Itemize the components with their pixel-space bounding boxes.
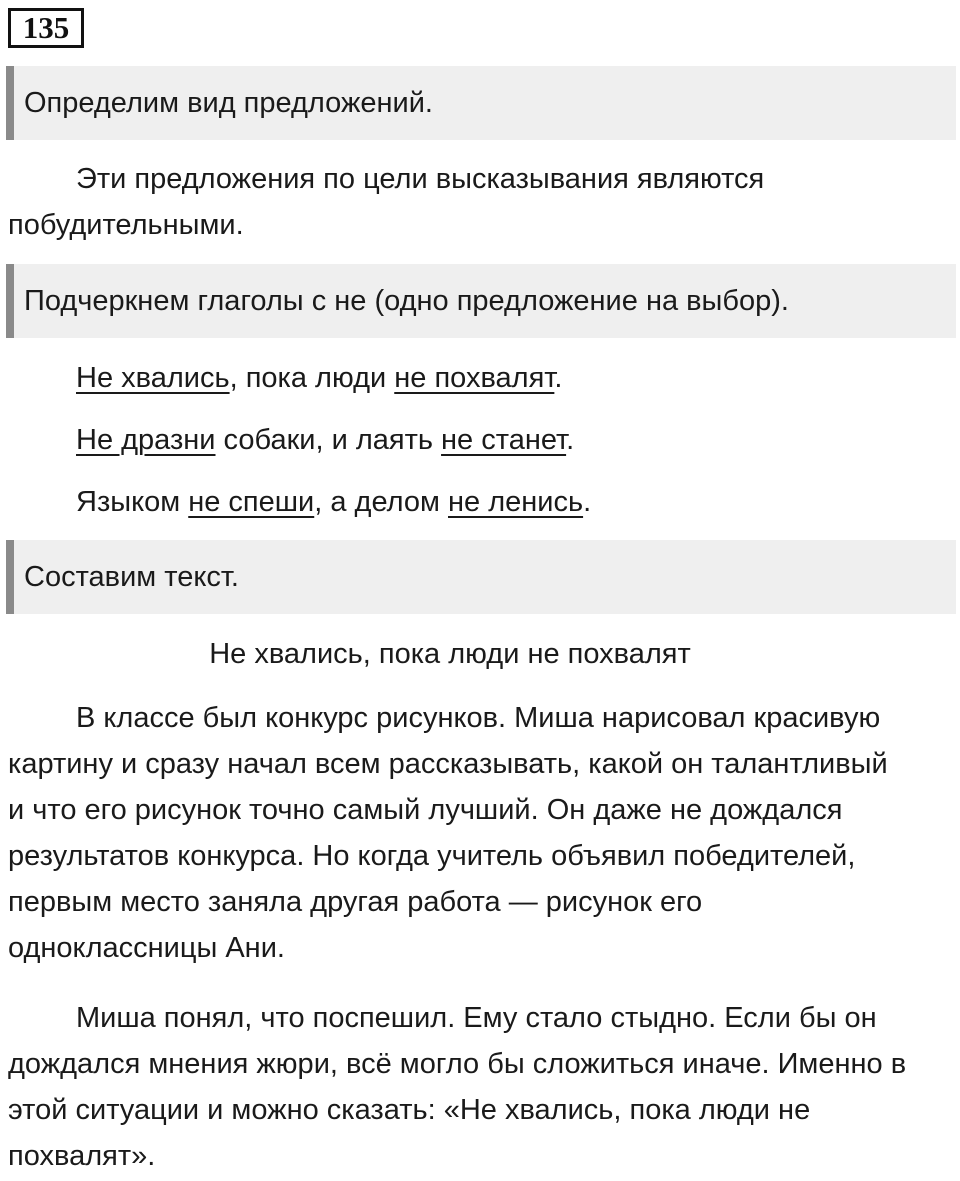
proverb-text: Языком bbox=[76, 486, 189, 518]
sentence-type-answer: Эти предложения по цели высказывания являются побудительными. bbox=[8, 163, 765, 241]
section-header-compose-text bbox=[6, 540, 956, 614]
task-number: 135 bbox=[8, 8, 84, 48]
underlined-verb: Не дразни bbox=[76, 424, 216, 456]
section-header-sentence-type bbox=[6, 66, 956, 140]
proverb-text: . bbox=[554, 362, 563, 394]
story-paragraph-1: В классе был конкурс рисунков. Миша нарисовал красивую картину и сразу начал всем рассказывать, какой он талантливый и что его рисунок точно самый лучший. Он даже не дождался результатов конкурса. Но когда учитель объявил победителей, первым место заняла другая работа — рисунок его одноклассницы Ани. bbox=[8, 702, 888, 964]
underlined-verb: не спеши bbox=[188, 486, 315, 518]
story-title: Не хвались, пока люди не похвалят bbox=[209, 638, 691, 670]
section-header-label: Подчеркнем глаголы с не (одно предложение на выбор). bbox=[24, 284, 789, 317]
proverb-text: , пока люди bbox=[229, 362, 395, 394]
section-header-label: Определим вид предложений. bbox=[24, 86, 433, 119]
underlined-verb: не похвалят bbox=[394, 362, 555, 394]
story-paragraph-2: Миша понял, что поспешил. Ему стало стыдно. Если бы он дождался мнения жюри, всё могло бы сложиться иначе. Именно в этой ситуации и можно сказать: «Не хвались, пока люди не похвалят». bbox=[8, 1002, 907, 1172]
section-header-underline-verbs bbox=[6, 264, 956, 338]
section-header-label: Составим текст. bbox=[24, 560, 239, 593]
proverb-text: . bbox=[566, 424, 575, 456]
underlined-verb: не ленись bbox=[448, 486, 584, 518]
underlined-verb: Не хвались bbox=[76, 362, 230, 394]
proverb-text: . bbox=[583, 486, 592, 518]
proverb-text: , а делом bbox=[314, 486, 448, 518]
proverb-2 bbox=[76, 420, 574, 460]
proverb-3 bbox=[76, 482, 591, 522]
proverb-1 bbox=[76, 358, 562, 398]
underlined-verb: не станет bbox=[441, 424, 567, 456]
proverb-text: собаки, и лаять bbox=[215, 424, 442, 456]
